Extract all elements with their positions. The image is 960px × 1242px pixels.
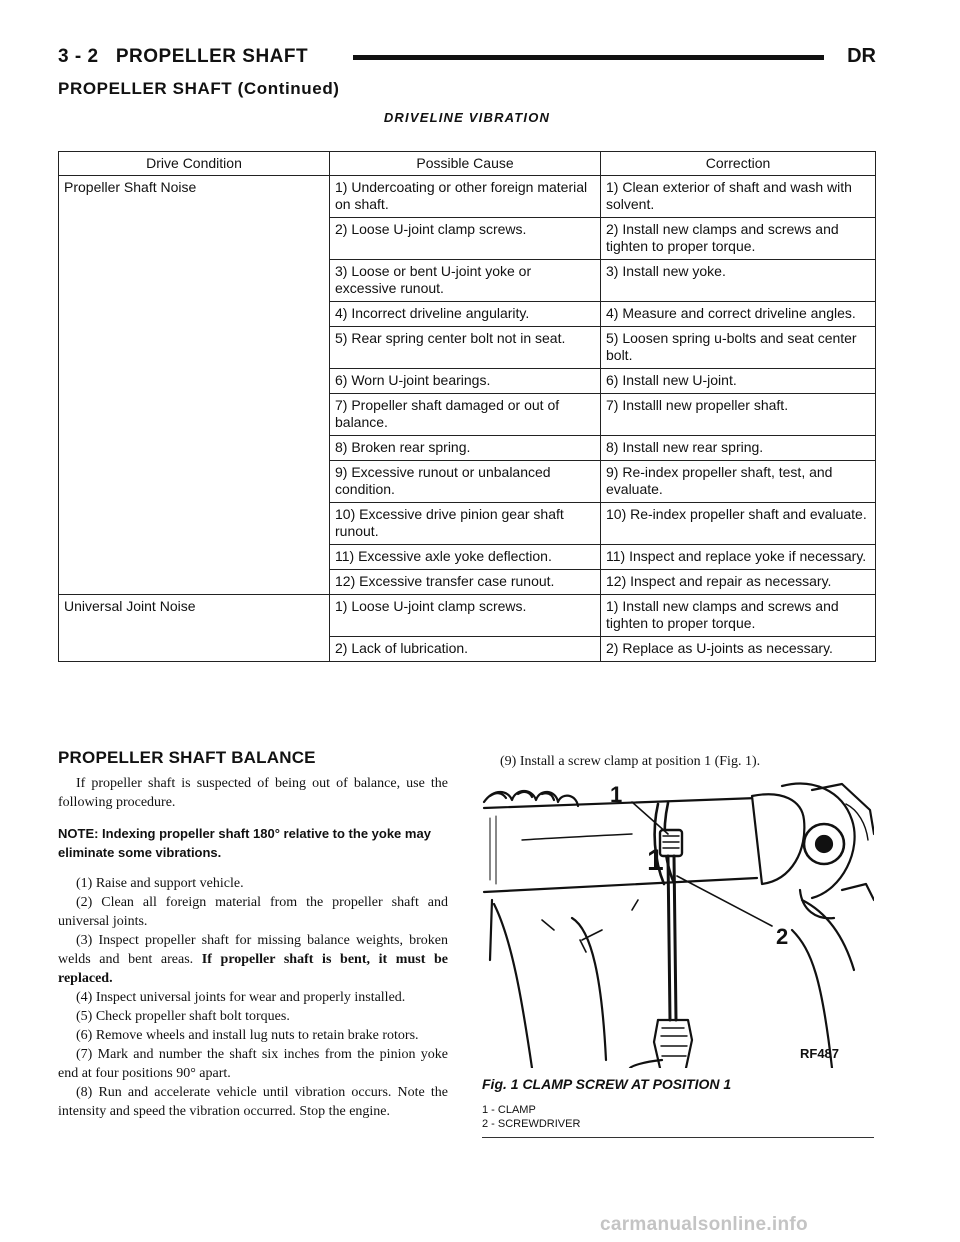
correction-cell: 11) Inspect and replace yoke if necessary. xyxy=(601,545,876,570)
figure-illustration xyxy=(482,780,874,1068)
table-row xyxy=(59,595,876,637)
step-3-warning: If propeller shaft is bent, it must be replaced. xyxy=(58,952,448,986)
shaft-position-mark: 1 xyxy=(647,844,664,877)
legend-item: 1 - CLAMP xyxy=(482,1104,536,1116)
column-header: Possible Cause xyxy=(330,152,601,176)
continued-heading: PROPELLER SHAFT (Continued) xyxy=(58,79,340,98)
correction-cell: 4) Measure and correct driveline angles. xyxy=(601,302,876,327)
possible-cause-cell: 7) Propeller shaft damaged or out of balance. xyxy=(330,394,601,436)
possible-cause-cell: 9) Excessive runout or unbalanced condition. xyxy=(330,461,601,503)
correction-cell: 7) Installl new propeller shaft. xyxy=(601,394,876,436)
table-header-row xyxy=(59,152,876,176)
possible-cause-cell: 1) Loose U-joint clamp screws. xyxy=(330,595,601,637)
step-5: (5) Check propeller shaft bolt torques. xyxy=(76,1009,290,1024)
brand-code: DR xyxy=(847,45,876,67)
correction-cell: 2) Install new clamps and screws and tighten to proper torque. xyxy=(601,218,876,260)
table-row xyxy=(59,176,876,218)
possible-cause-cell: 2) Lack of lubrication. xyxy=(330,637,601,662)
column-header: Correction xyxy=(601,152,876,176)
step-4: (4) Inspect universal joints for wear and properly installed. xyxy=(76,990,406,1005)
correction-cell: 6) Install new U-joint. xyxy=(601,369,876,394)
correction-cell: 3) Install new yoke. xyxy=(601,260,876,302)
correction-cell: 1) Install new clamps and screws and tighten to proper torque. xyxy=(601,595,876,637)
figure-caption: Fig. 1 CLAMP SCREW AT POSITION 1 xyxy=(482,1076,732,1092)
correction-cell: 1) Clean exterior of shaft and wash with solvent. xyxy=(601,176,876,218)
possible-cause-cell: 4) Incorrect driveline angularity. xyxy=(330,302,601,327)
page-header-title: 3 - 2 PROPELLER SHAFT xyxy=(58,46,309,67)
intro-paragraph: If propeller shaft is suspected of being out of balance, use the following procedure. xyxy=(58,776,448,810)
table-title: DRIVELINE VIBRATION xyxy=(383,110,551,125)
driveline-vibration-table xyxy=(58,151,876,662)
step-3 xyxy=(58,931,448,988)
drive-condition-cell: Universal Joint Noise xyxy=(59,595,330,662)
correction-cell: 12) Inspect and repair as necessary. xyxy=(601,570,876,595)
step-1: (1) Raise and support vehicle. xyxy=(76,876,244,891)
possible-cause-cell: 1) Undercoating or other foreign material on shaft. xyxy=(330,176,601,218)
legend-item: 2 - SCREWDRIVER xyxy=(482,1118,581,1130)
figure-clamp-screw xyxy=(482,780,874,1068)
possible-cause-cell: 11) Excessive axle yoke deflection. xyxy=(330,545,601,570)
step-6: (6) Remove wheels and install lug nuts to retain brake rotors. xyxy=(76,1028,419,1043)
section-heading: PROPELLER SHAFT BALANCE xyxy=(58,748,316,767)
page-header xyxy=(58,44,876,74)
note-paragraph: NOTE: Indexing propeller shaft 180° relative to the yoke may eliminate some vibrations. xyxy=(58,826,431,860)
figure-ref-code: RF487 xyxy=(800,1046,840,1061)
step-9: (9) Install a screw clamp at position 1 (Fig. 1). xyxy=(500,754,761,769)
header-rule xyxy=(353,55,824,60)
drive-condition-cell: Propeller Shaft Noise xyxy=(59,176,330,595)
possible-cause-cell: 5) Rear spring center bolt not in seat. xyxy=(330,327,601,369)
correction-cell: 2) Replace as U-joints as necessary. xyxy=(601,637,876,662)
right-column xyxy=(482,752,872,771)
watermark: carmanualsonline.info xyxy=(600,1214,808,1235)
possible-cause-cell: 10) Excessive drive pinion gear shaft runout. xyxy=(330,503,601,545)
step-8: (8) Run and accelerate vehicle until vibration occurs. Note the intensity and speed the vibration occurred. Stop the engine. xyxy=(58,1085,448,1119)
correction-cell: 10) Re-index propeller shaft and evaluate. xyxy=(601,503,876,545)
possible-cause-cell: 12) Excessive transfer case runout. xyxy=(330,570,601,595)
correction-cell: 5) Loosen spring u-bolts and seat center bolt. xyxy=(601,327,876,369)
callout-2: 2 xyxy=(776,924,789,949)
column-header: Drive Condition xyxy=(59,152,330,176)
possible-cause-cell: 8) Broken rear spring. xyxy=(330,436,601,461)
left-column xyxy=(58,748,448,1121)
correction-cell: 8) Install new rear spring. xyxy=(601,436,876,461)
possible-cause-cell: 2) Loose U-joint clamp screws. xyxy=(330,218,601,260)
step-3-text: (3) Inspect propeller shaft for missing balance weights, broken welds and bent areas. xyxy=(58,933,448,967)
figure-legend xyxy=(482,1103,874,1138)
step-7: (7) Mark and number the shaft six inches from the pinion yoke end at four positions 90° apart. xyxy=(58,1047,448,1081)
callout-1: 1 xyxy=(610,782,623,807)
possible-cause-cell: 3) Loose or bent U-joint yoke or excessive runout. xyxy=(330,260,601,302)
step-2: (2) Clean all foreign material from the propeller shaft and universal joints. xyxy=(58,895,448,929)
possible-cause-cell: 6) Worn U-joint bearings. xyxy=(330,369,601,394)
correction-cell: 9) Re-index propeller shaft, test, and evaluate. xyxy=(601,461,876,503)
